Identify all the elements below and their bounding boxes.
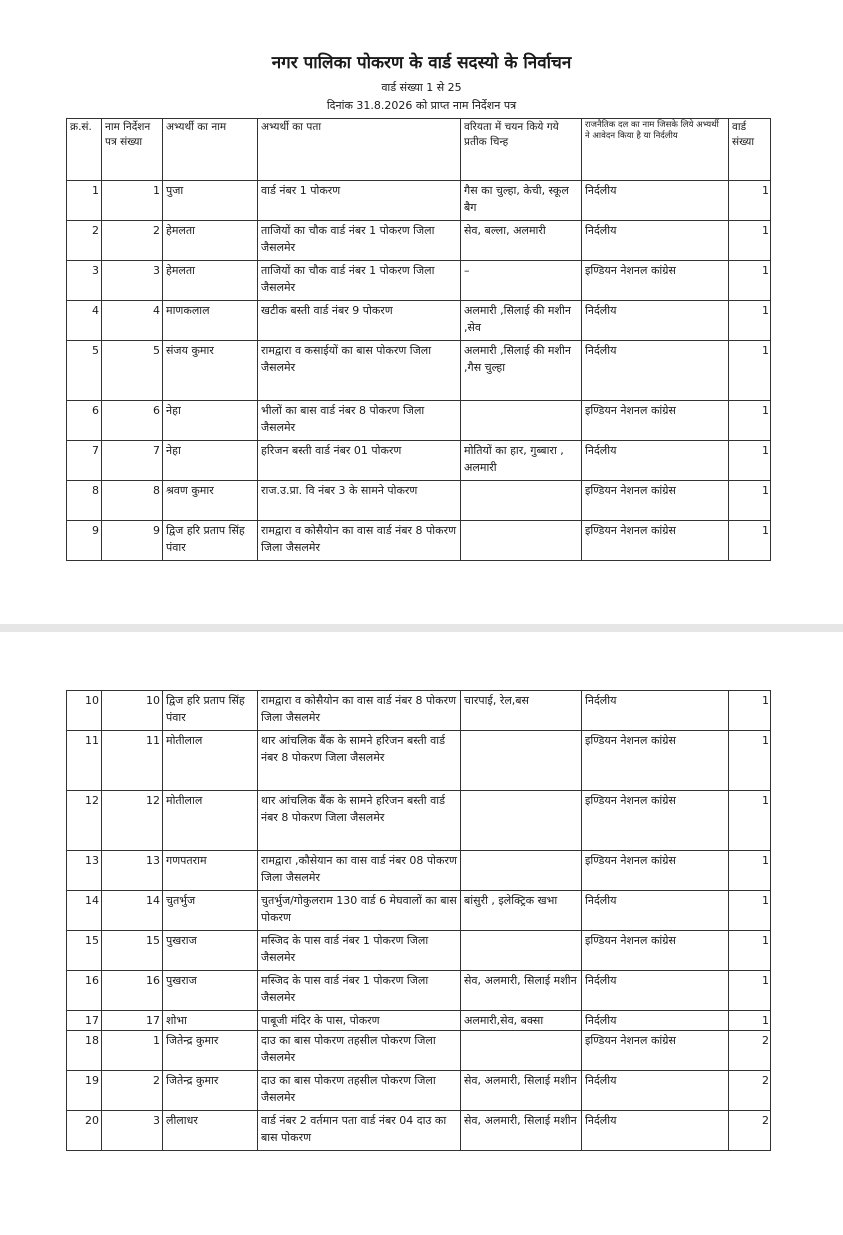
cell-address: हरिजन बस्ती वार्ड नंबर 01 पोकरण: [258, 441, 461, 481]
cell-party: इण्डियन नेशनल कांग्रेस: [582, 521, 729, 561]
header-party: राजनैतिक दल का नाम जिसके लिये अभ्यर्थी ने आवेदन किया है या निर्दलीय: [582, 119, 729, 181]
cell-ward-no: 1: [729, 401, 771, 441]
table-row: [67, 971, 771, 1011]
cell-symbols: गैस का चुल्हा, केची, स्कूल बैग: [461, 181, 582, 221]
cell-ward-no: 1: [729, 441, 771, 481]
cell-candidate-name: शोभा: [163, 1011, 258, 1031]
cell-symbols: सेव, अलमारी, सिलाई मशीन: [461, 971, 582, 1011]
cell-address: भीलों का बास वार्ड नंबर 8 पोकरण जिला जैसलमेर: [258, 401, 461, 441]
cell-party: इण्डियन नेशनल कांग्रेस: [582, 731, 729, 791]
cell-ward-no: 1: [729, 791, 771, 851]
cell-symbols: चारपाई, रेल,बस: [461, 691, 582, 731]
header-address: अभ्यर्थी का पता: [258, 119, 461, 181]
table-row: [67, 401, 771, 441]
cell-address: रामद्वारा व कसाईयों का बास पोकरण जिला जैसलमेर: [258, 341, 461, 401]
table-row: [67, 181, 771, 221]
nominations-table-page-2: [66, 690, 771, 1151]
cell-address: राज.उ.प्रा. वि नंबर 3 के सामने पोकरण: [258, 481, 461, 521]
table-row: [67, 301, 771, 341]
cell-serial-no: 6: [67, 401, 102, 441]
table-row: [67, 441, 771, 481]
cell-address: मस्जिद के पास वार्ड नंबर 1 पोकरण जिला जैसलमेर: [258, 971, 461, 1011]
cell-candidate-name: द्विज हरि प्रताप सिंह पंवार: [163, 691, 258, 731]
cell-candidate-name: चुतर्भुज: [163, 891, 258, 931]
cell-party: निर्दलीय: [582, 1111, 729, 1151]
cell-symbols: अलमारी ,सिलाई की मशीन ,गैस चुल्हा: [461, 341, 582, 401]
cell-party: इण्डियन नेशनल कांग्रेस: [582, 851, 729, 891]
cell-symbols: –: [461, 261, 582, 301]
cell-serial-no: 8: [67, 481, 102, 521]
cell-symbols: [461, 481, 582, 521]
cell-ward-no: 1: [729, 691, 771, 731]
cell-nomination-no: 12: [102, 791, 163, 851]
table-row: [67, 891, 771, 931]
cell-address: ताजियों का चौक वार्ड नंबर 1 पोकरण जिला जैसलमेर: [258, 221, 461, 261]
cell-address: मस्जिद के पास वार्ड नंबर 1 पोकरण जिला जैसलमेर: [258, 931, 461, 971]
cell-symbols: मोतियों का हार, गुब्बारा , अलमारी: [461, 441, 582, 481]
table-row: [67, 691, 771, 731]
cell-ward-no: 1: [729, 301, 771, 341]
cell-symbols: अलमारी,सेव, बक्सा: [461, 1011, 582, 1031]
cell-nomination-no: 9: [102, 521, 163, 561]
cell-ward-no: 2: [729, 1031, 771, 1071]
table-body-page-1: [67, 181, 771, 561]
cell-symbols: [461, 931, 582, 971]
cell-party: निर्दलीय: [582, 691, 729, 731]
cell-address: रामद्वारा व कोसैयोन का वास वार्ड नंबर 8 पोकरण जिला जैसलमेर: [258, 691, 461, 731]
cell-party: निर्दलीय: [582, 181, 729, 221]
header-name: अभ्यर्थी का नाम: [163, 119, 258, 181]
cell-candidate-name: मोतीलाल: [163, 731, 258, 791]
cell-party: इण्डियन नेशनल कांग्रेस: [582, 401, 729, 441]
cell-ward-no: 1: [729, 1011, 771, 1031]
cell-address: रामद्वारा ,कौसेयान का वास वार्ड नंबर 08 पोकरण जिला जैसलमेर: [258, 851, 461, 891]
cell-ward-no: 1: [729, 851, 771, 891]
cell-serial-no: 11: [67, 731, 102, 791]
cell-nomination-no: 7: [102, 441, 163, 481]
cell-serial-no: 16: [67, 971, 102, 1011]
cell-serial-no: 10: [67, 691, 102, 731]
cell-ward-no: 1: [729, 931, 771, 971]
cell-candidate-name: द्विज हरि प्रताप सिंह पंवार: [163, 521, 258, 561]
cell-ward-no: 1: [729, 731, 771, 791]
cell-candidate-name: श्रवण कुमार: [163, 481, 258, 521]
cell-symbols: [461, 1031, 582, 1071]
cell-nomination-no: 16: [102, 971, 163, 1011]
cell-candidate-name: पुजा: [163, 181, 258, 221]
cell-serial-no: 4: [67, 301, 102, 341]
cell-symbols: अलमारी ,सिलाई की मशीन ,सेव: [461, 301, 582, 341]
cell-serial-no: 3: [67, 261, 102, 301]
cell-party: इण्डियन नेशनल कांग्रेस: [582, 1031, 729, 1071]
cell-address: खटीक बस्ती वार्ड नंबर 9 पोकरण: [258, 301, 461, 341]
cell-candidate-name: माणकलाल: [163, 301, 258, 341]
cell-nomination-no: 3: [102, 1111, 163, 1151]
cell-symbols: सेव, अलमारी, सिलाई मशीन: [461, 1071, 582, 1111]
cell-nomination-no: 4: [102, 301, 163, 341]
cell-candidate-name: लीलाधर: [163, 1111, 258, 1151]
cell-nomination-no: 2: [102, 1071, 163, 1111]
cell-nomination-no: 17: [102, 1011, 163, 1031]
cell-nomination-no: 8: [102, 481, 163, 521]
document-title: नगर पालिका पोकरण के वार्ड सदस्यो के निर्वाचन: [271, 53, 572, 73]
cell-serial-no: 9: [67, 521, 102, 561]
table-row: [67, 1031, 771, 1071]
cell-address: दाउ का बास पोकरण तहसील पोकरण जिला जैसलमेर: [258, 1031, 461, 1071]
cell-ward-no: 1: [729, 181, 771, 221]
document-page-2: [0, 632, 843, 1235]
cell-party: इण्डियन नेशनल कांग्रेस: [582, 261, 729, 301]
cell-address: वार्ड नंबर 1 पोकरण: [258, 181, 461, 221]
cell-nomination-no: 6: [102, 401, 163, 441]
cell-serial-no: 17: [67, 1011, 102, 1031]
cell-symbols: [461, 731, 582, 791]
cell-address: चुतर्भुज/गोकुलराम 130 वार्ड 6 मेघवालों का बास पोकरण: [258, 891, 461, 931]
cell-nomination-no: 10: [102, 691, 163, 731]
cell-symbols: [461, 791, 582, 851]
cell-candidate-name: पुखराज: [163, 971, 258, 1011]
cell-serial-no: 15: [67, 931, 102, 971]
cell-party: निर्दलीय: [582, 441, 729, 481]
cell-candidate-name: पुखराज: [163, 931, 258, 971]
header-symbols: वरियता में चयन किये गये प्रतीक चिन्ह: [461, 119, 582, 181]
cell-address: पाबूजी मंदिर के पास, पोकरण: [258, 1011, 461, 1031]
table-row: [67, 931, 771, 971]
cell-nomination-no: 11: [102, 731, 163, 791]
cell-address: वार्ड नंबर 2 वर्तमान पता वार्ड नंबर 04 दाउ का बास पोकरण: [258, 1111, 461, 1151]
cell-ward-no: 1: [729, 891, 771, 931]
cell-party: निर्दलीय: [582, 891, 729, 931]
cell-address: दाउ का बास पोकरण तहसील पोकरण जिला जैसलमेर: [258, 1071, 461, 1111]
cell-nomination-no: 1: [102, 1031, 163, 1071]
table-row: [67, 481, 771, 521]
cell-symbols: सेव, बल्ला, अलमारी: [461, 221, 582, 261]
cell-party: निर्दलीय: [582, 1071, 729, 1111]
cell-candidate-name: गणपतराम: [163, 851, 258, 891]
cell-symbols: सेव, अलमारी, सिलाई मशीन: [461, 1111, 582, 1151]
cell-ward-no: 2: [729, 1071, 771, 1111]
cell-ward-no: 1: [729, 971, 771, 1011]
cell-party: इण्डियन नेशनल कांग्रेस: [582, 791, 729, 851]
table-row: [67, 521, 771, 561]
cell-serial-no: 19: [67, 1071, 102, 1111]
cell-candidate-name: नेहा: [163, 401, 258, 441]
cell-ward-no: 1: [729, 481, 771, 521]
header-ward: वार्ड संख्या: [729, 119, 771, 181]
table-body-page-2: [67, 691, 771, 1151]
table-row: [67, 791, 771, 851]
header-sno: क्र.सं.: [67, 119, 102, 181]
cell-party: निर्दलीय: [582, 221, 729, 261]
cell-candidate-name: जितेन्द्र कुमार: [163, 1031, 258, 1071]
cell-address: थार आंचलिक बैंक के सामने हरिजन बस्ती वार्ड नंबर 8 पोकरण जिला जैसलमेर: [258, 731, 461, 791]
cell-ward-no: 1: [729, 221, 771, 261]
cell-party: निर्दलीय: [582, 971, 729, 1011]
table-row: [67, 851, 771, 891]
cell-serial-no: 18: [67, 1031, 102, 1071]
cell-symbols: बांसुरी , इलेक्ट्रिक खभा: [461, 891, 582, 931]
cell-nomination-no: 1: [102, 181, 163, 221]
cell-ward-no: 1: [729, 261, 771, 301]
cell-serial-no: 13: [67, 851, 102, 891]
header-nomination-no: नाम निर्देशन पत्र संख्या: [102, 119, 163, 181]
cell-symbols: [461, 851, 582, 891]
cell-party: निर्दलीय: [582, 341, 729, 401]
cell-nomination-no: 15: [102, 931, 163, 971]
cell-ward-no: 1: [729, 521, 771, 561]
table-row: [67, 341, 771, 401]
cell-address: थार आंचलिक बैंक के सामने हरिजन बस्ती वार्ड नंबर 8 पोकरण जिला जैसलमेर: [258, 791, 461, 851]
cell-symbols: [461, 521, 582, 561]
table-row: [67, 1071, 771, 1111]
cell-serial-no: 2: [67, 221, 102, 261]
table-row: [67, 1111, 771, 1151]
cell-candidate-name: हेमलता: [163, 221, 258, 261]
cell-serial-no: 14: [67, 891, 102, 931]
cell-nomination-no: 13: [102, 851, 163, 891]
cell-serial-no: 7: [67, 441, 102, 481]
cell-ward-no: 1: [729, 341, 771, 401]
cell-serial-no: 20: [67, 1111, 102, 1151]
cell-candidate-name: संजय कुमार: [163, 341, 258, 401]
cell-serial-no: 5: [67, 341, 102, 401]
cell-nomination-no: 14: [102, 891, 163, 931]
date-line: दिनांक 31.8.2026 को प्राप्त नाम निर्देशन पत्र: [326, 99, 517, 112]
cell-candidate-name: नेहा: [163, 441, 258, 481]
cell-nomination-no: 2: [102, 221, 163, 261]
table-row: [67, 1011, 771, 1031]
cell-address: ताजियों का चौक वार्ड नंबर 1 पोकरण जिला जैसलमेर: [258, 261, 461, 301]
cell-party: इण्डियन नेशनल कांग्रेस: [582, 931, 729, 971]
cell-party: इण्डियन नेशनल कांग्रेस: [582, 481, 729, 521]
cell-nomination-no: 5: [102, 341, 163, 401]
table-row: [67, 261, 771, 301]
cell-ward-no: 2: [729, 1111, 771, 1151]
cell-candidate-name: मोतीलाल: [163, 791, 258, 851]
cell-serial-no: 1: [67, 181, 102, 221]
cell-nomination-no: 3: [102, 261, 163, 301]
cell-serial-no: 12: [67, 791, 102, 851]
nominations-table-page-1: [66, 118, 771, 561]
cell-symbols: [461, 401, 582, 441]
cell-party: निर्दलीय: [582, 1011, 729, 1031]
ward-range: वार्ड संख्या 1 से 25: [381, 81, 462, 94]
cell-party: निर्दलीय: [582, 301, 729, 341]
table-row: [67, 221, 771, 261]
cell-candidate-name: जितेन्द्र कुमार: [163, 1071, 258, 1111]
cell-address: रामद्वारा व कोसैयोन का वास वार्ड नंबर 8 पोकरण जिला जैसलमेर: [258, 521, 461, 561]
cell-candidate-name: हेमलता: [163, 261, 258, 301]
table-row: [67, 731, 771, 791]
